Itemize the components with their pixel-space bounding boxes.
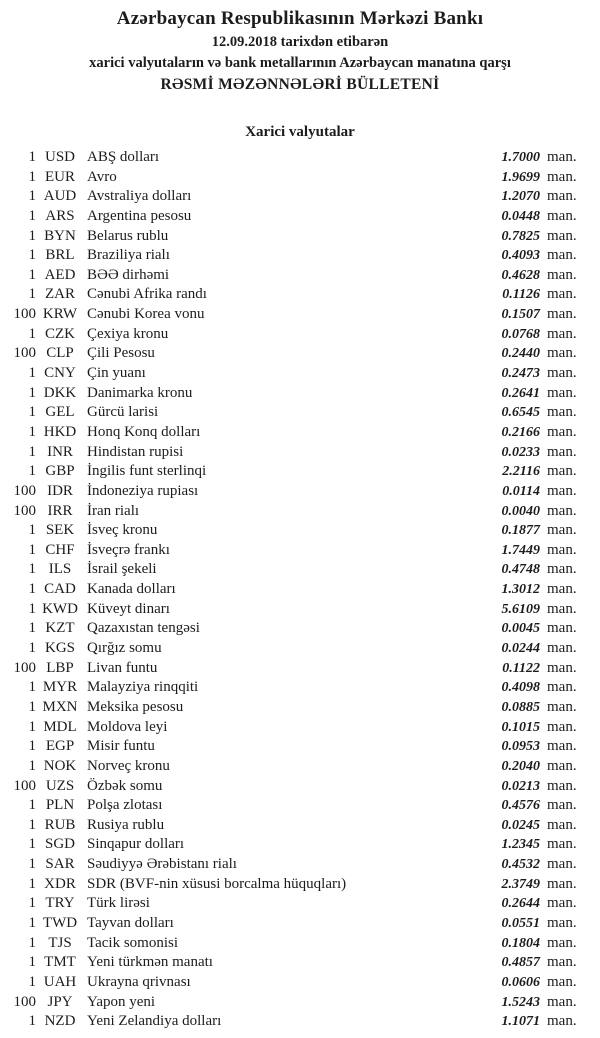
unit-cell: man. <box>547 247 577 264</box>
currency-code-cell: ILS <box>48 561 72 578</box>
currency-name-cell: Səudiyyə Ərəbistanı rialı <box>87 856 237 873</box>
currency-code-cell: RUB <box>44 816 76 833</box>
currency-code-cell: CLP <box>46 345 74 362</box>
quantity-cell: 1 <box>28 679 36 696</box>
unit-cell: man. <box>547 600 577 617</box>
quantity-cell: 1 <box>28 836 36 853</box>
rate-value-cell: 0.0244 <box>501 641 540 657</box>
currency-name-cell: İsveçrə frankı <box>87 541 170 558</box>
unit-cell: man. <box>547 306 577 323</box>
table-row <box>0 816 600 836</box>
currency-code-cell: LBP <box>46 659 74 676</box>
unit-cell: man. <box>547 286 577 303</box>
currency-name-cell: Çin yuanı <box>87 365 146 382</box>
rate-value-cell: 0.1507 <box>501 307 540 323</box>
quantity-cell: 1 <box>28 149 36 165</box>
currency-code-cell: XDR <box>44 875 76 892</box>
currency-code-cell: KRW <box>42 306 78 323</box>
table-row <box>0 423 600 443</box>
table-row <box>0 678 600 698</box>
currency-code-cell: BRL <box>45 247 75 264</box>
unit-cell: man. <box>547 522 577 539</box>
unit-cell: man. <box>547 207 577 224</box>
currency-code-cell: CAD <box>44 581 76 598</box>
quantity-cell: 1 <box>28 934 36 951</box>
currency-name-cell: Moldova leyi <box>87 718 168 735</box>
unit-cell: man. <box>547 266 577 283</box>
rate-value-cell: 0.1126 <box>502 287 540 303</box>
currency-name-cell: Çili Pesosu <box>87 345 155 362</box>
quantity-cell: 1 <box>28 522 36 539</box>
rate-value-cell: 5.6109 <box>501 601 540 617</box>
currency-name-cell: Polşa zlotası <box>87 797 163 814</box>
quantity-cell: 100 <box>13 345 36 362</box>
rate-value-cell: 0.4098 <box>501 680 540 696</box>
rate-value-cell: 0.4093 <box>501 248 540 264</box>
currency-code-cell: EUR <box>45 168 75 185</box>
unit-cell: man. <box>547 227 577 244</box>
unit-cell: man. <box>547 404 577 421</box>
currency-name-cell: İndoneziya rupiası <box>87 482 199 499</box>
rate-value-cell: 0.0885 <box>501 699 540 715</box>
unit-cell: man. <box>547 561 577 578</box>
rate-value-cell: 2.3749 <box>501 876 540 892</box>
quantity-cell: 1 <box>28 207 36 224</box>
table-row <box>0 600 600 620</box>
bulletin-header <box>0 0 600 96</box>
currency-name-cell: Qırğız somu <box>87 640 162 657</box>
unit-cell: man. <box>547 797 577 814</box>
rate-value-cell: 0.0551 <box>501 915 540 931</box>
currency-name-cell: Livan funtu <box>87 659 158 676</box>
table-row <box>0 187 600 207</box>
currency-code-cell: AUD <box>43 188 77 205</box>
currency-code-cell: SEK <box>45 522 75 539</box>
table-row <box>0 875 600 895</box>
table-row <box>0 403 600 423</box>
table-row <box>0 796 600 816</box>
currency-name-cell: Küveyt dinarı <box>87 600 170 617</box>
quantity-cell: 1 <box>28 188 36 205</box>
quantity-cell: 1 <box>28 816 36 833</box>
currency-code-cell: MDL <box>43 718 77 735</box>
table-row <box>0 227 600 247</box>
rate-value-cell: 0.2644 <box>501 896 540 912</box>
rate-value-cell: 0.2641 <box>501 385 540 401</box>
currency-name-cell: Yapon yeni <box>87 993 156 1010</box>
unit-cell: man. <box>547 541 577 558</box>
currency-name-cell: Avstraliya dolları <box>87 188 192 205</box>
table-row <box>0 659 600 679</box>
unit-cell: man. <box>547 345 577 362</box>
quantity-cell: 100 <box>13 777 36 794</box>
unit-cell: man. <box>547 640 577 657</box>
currency-name-cell: Kanada dolları <box>87 581 176 598</box>
currency-name-cell: Türk lirəsi <box>87 895 150 912</box>
rate-value-cell: 1.9699 <box>501 169 540 185</box>
currency-code-cell: DKK <box>43 384 77 401</box>
table-row <box>0 266 600 286</box>
currency-name-cell: Özbək somu <box>87 777 163 794</box>
currency-code-cell: CZK <box>45 325 75 342</box>
currency-name-cell: Yeni Zelandiya dolları <box>87 1013 222 1030</box>
rate-value-cell: 0.0606 <box>501 974 540 990</box>
quantity-cell: 1 <box>28 404 36 421</box>
quantity-cell: 1 <box>28 973 36 990</box>
unit-cell: man. <box>547 993 577 1010</box>
table-row <box>0 541 600 561</box>
rate-value-cell: 0.4857 <box>501 955 540 971</box>
rate-value-cell: 0.0213 <box>501 778 540 794</box>
table-row <box>0 462 600 482</box>
quantity-cell: 1 <box>28 443 36 460</box>
quantity-cell: 1 <box>28 914 36 931</box>
currency-code-cell: MXN <box>42 698 78 715</box>
currency-code-cell: NOK <box>43 757 77 774</box>
quantity-cell: 1 <box>28 738 36 755</box>
currency-code-cell: IRR <box>47 502 73 519</box>
rate-value-cell: 0.1804 <box>501 935 540 951</box>
unit-cell: man. <box>547 738 577 755</box>
currency-name-cell: Cənubi Korea vonu <box>87 306 205 323</box>
table-row <box>0 619 600 639</box>
currency-name-cell: Misir funtu <box>87 738 155 755</box>
unit-cell: man. <box>547 502 577 519</box>
currency-code-cell: ZAR <box>45 286 75 303</box>
page-title: Azərbaycan Respublikasının Mərkəzi Bankı <box>116 8 484 29</box>
quantity-cell: 1 <box>28 718 36 735</box>
table-row <box>0 482 600 502</box>
quantity-cell: 100 <box>13 993 36 1010</box>
currency-code-cell: CHF <box>45 541 75 558</box>
currency-name-cell: Tayvan dolları <box>87 914 174 931</box>
rate-value-cell: 0.1122 <box>502 660 540 676</box>
currency-code-cell: GBP <box>45 463 75 480</box>
rate-value-cell: 1.2070 <box>501 189 540 205</box>
effective-date-line: 12.09.2018 tarixdən etibarən <box>211 34 389 50</box>
currency-name-cell: Çexiya kronu <box>87 325 169 342</box>
currency-code-cell: IDR <box>47 482 73 499</box>
table-row <box>0 993 600 1013</box>
unit-cell: man. <box>547 934 577 951</box>
unit-cell: man. <box>547 463 577 480</box>
currency-code-cell: EGP <box>45 738 75 755</box>
currency-name-cell: İsrail şekeli <box>87 561 157 578</box>
currency-name-cell: İran rialı <box>87 502 140 519</box>
currency-name-cell: Malayziya rinqqiti <box>87 679 199 696</box>
currency-code-cell: JPY <box>47 993 73 1010</box>
rate-value-cell: 0.2040 <box>501 758 540 774</box>
table-row <box>0 835 600 855</box>
section-title-foreign-currencies: Xarici valyutalar <box>245 124 355 140</box>
currency-name-cell: Qazaxıstan tengəsi <box>87 620 200 637</box>
currency-code-cell: USD <box>44 149 75 165</box>
currency-code-cell: UAH <box>43 973 77 990</box>
currency-name-cell: İsveç kronu <box>87 522 158 539</box>
quantity-cell: 1 <box>28 168 36 185</box>
currency-name-cell: Norveç kronu <box>87 757 170 774</box>
rate-value-cell: 1.2345 <box>501 837 540 853</box>
quantity-cell: 1 <box>28 384 36 401</box>
currency-code-cell: AED <box>44 266 76 283</box>
currency-name-cell: ABŞ dolları <box>87 149 160 165</box>
rate-value-cell: 0.6545 <box>501 405 540 421</box>
currency-name-cell: Hindistan rupisi <box>87 443 184 460</box>
table-row <box>0 325 600 345</box>
rate-value-cell: 0.2440 <box>501 346 540 362</box>
unit-cell: man. <box>547 836 577 853</box>
table-row <box>0 973 600 993</box>
bulletin-title: RƏSMİ MƏZƏNNƏLƏRİ BÜLLETENİ <box>160 76 440 93</box>
rate-value-cell: 0.4532 <box>501 857 540 873</box>
quantity-cell: 1 <box>28 1013 36 1030</box>
table-row <box>0 698 600 718</box>
table-row <box>0 502 600 522</box>
currency-code-cell: PLN <box>45 797 75 814</box>
rate-value-cell: 0.4628 <box>501 267 540 283</box>
quantity-cell: 1 <box>28 875 36 892</box>
unit-cell: man. <box>547 168 577 185</box>
rate-value-cell: 0.4576 <box>501 798 540 814</box>
rate-value-cell: 1.3012 <box>501 582 540 598</box>
table-row <box>0 894 600 914</box>
currency-code-cell: TWD <box>42 914 78 931</box>
unit-cell: man. <box>547 914 577 931</box>
quantity-cell: 1 <box>28 620 36 637</box>
unit-cell: man. <box>547 325 577 342</box>
unit-cell: man. <box>547 149 577 165</box>
quantity-cell: 1 <box>28 227 36 244</box>
table-row <box>0 521 600 541</box>
currency-name-cell: Belarus rublu <box>87 227 169 244</box>
quantity-cell: 1 <box>28 247 36 264</box>
currency-code-cell: SAR <box>45 856 75 873</box>
currency-code-cell: ARS <box>45 207 75 224</box>
rate-value-cell: 0.0448 <box>501 208 540 224</box>
quantity-cell: 1 <box>28 423 36 440</box>
currency-name-cell: Danimarka kronu <box>87 384 193 401</box>
rate-value-cell: 0.0245 <box>501 817 540 833</box>
table-row <box>0 580 600 600</box>
quantity-cell: 1 <box>28 895 36 912</box>
unit-cell: man. <box>547 620 577 637</box>
unit-cell: man. <box>547 856 577 873</box>
unit-cell: man. <box>547 954 577 971</box>
rate-value-cell: 0.0953 <box>501 739 540 755</box>
quantity-cell: 100 <box>13 659 36 676</box>
unit-cell: man. <box>547 718 577 735</box>
quantity-cell: 1 <box>28 856 36 873</box>
rate-value-cell: 0.2473 <box>501 366 540 382</box>
currency-name-cell: Braziliya rialı <box>87 247 170 264</box>
currency-code-cell: UZS <box>45 777 75 794</box>
subject-line: xarici valyutaların və bank metallarının Azərbaycan manatına qarşı <box>89 55 511 71</box>
currency-code-cell: BYN <box>44 227 76 244</box>
quantity-cell: 1 <box>28 561 36 578</box>
currency-name-cell: SDR (BVF-nin xüsusi borcalma hüquqları) <box>87 875 347 892</box>
currency-code-cell: SGD <box>44 836 75 853</box>
rate-value-cell: 0.2166 <box>501 424 540 440</box>
quantity-cell: 1 <box>28 541 36 558</box>
unit-cell: man. <box>547 423 577 440</box>
table-row <box>0 718 600 738</box>
currency-name-cell: BƏƏ dirhəmi <box>87 266 170 283</box>
rate-value-cell: 0.0114 <box>502 483 540 499</box>
rate-value-cell: 1.7449 <box>501 542 540 558</box>
currency-name-cell: Honq Konq dolları <box>87 423 201 440</box>
table-row <box>0 757 600 777</box>
quantity-cell: 1 <box>28 797 36 814</box>
currency-code-cell: TMT <box>44 954 76 971</box>
currency-name-cell: Yeni türkmən manatı <box>87 954 213 971</box>
table-row <box>0 777 600 797</box>
quantity-cell: 1 <box>28 365 36 382</box>
unit-cell: man. <box>547 895 577 912</box>
quantity-cell: 1 <box>28 581 36 598</box>
quantity-cell: 1 <box>28 600 36 617</box>
table-row <box>0 855 600 875</box>
rate-value-cell: 2.2116 <box>502 464 540 480</box>
rate-value-cell: 1.1071 <box>501 1014 540 1030</box>
table-row <box>0 1012 600 1032</box>
currency-name-cell: Meksika pesosu <box>87 698 184 715</box>
rate-value-cell: 0.1015 <box>501 719 540 735</box>
quantity-cell: 1 <box>28 286 36 303</box>
quantity-cell: 100 <box>13 502 36 519</box>
unit-cell: man. <box>547 384 577 401</box>
rate-value-cell: 0.0040 <box>501 503 540 519</box>
currency-code-cell: KZT <box>45 620 75 637</box>
rate-value-cell: 0.4748 <box>501 562 540 578</box>
currency-name-cell: Avro <box>87 168 117 185</box>
unit-cell: man. <box>547 698 577 715</box>
quantity-cell: 1 <box>28 640 36 657</box>
rate-value-cell: 0.0045 <box>501 621 540 637</box>
unit-cell: man. <box>547 973 577 990</box>
table-row <box>0 443 600 463</box>
table-row <box>0 384 600 404</box>
table-row <box>0 246 600 266</box>
table-row <box>0 560 600 580</box>
currency-code-cell: NZD <box>44 1013 76 1030</box>
table-row <box>0 344 600 364</box>
table-row <box>0 148 600 168</box>
rate-value-cell: 0.7825 <box>501 228 540 244</box>
unit-cell: man. <box>547 777 577 794</box>
unit-cell: man. <box>547 443 577 460</box>
currency-name-cell: Gürcü larisi <box>87 404 159 421</box>
unit-cell: man. <box>547 875 577 892</box>
unit-cell: man. <box>547 581 577 598</box>
currency-name-cell: İngilis funt sterlinqi <box>87 463 207 480</box>
unit-cell: man. <box>547 482 577 499</box>
table-row <box>0 207 600 227</box>
rate-value-cell: 1.5243 <box>501 994 540 1010</box>
quantity-cell: 1 <box>28 757 36 774</box>
table-row <box>0 934 600 954</box>
quantity-cell: 1 <box>28 266 36 283</box>
quantity-cell: 100 <box>13 306 36 323</box>
table-row <box>0 737 600 757</box>
table-row <box>0 639 600 659</box>
quantity-cell: 100 <box>13 482 36 499</box>
currency-code-cell: CNY <box>44 365 76 382</box>
quantity-cell: 1 <box>28 698 36 715</box>
currency-code-cell: KWD <box>42 600 78 617</box>
unit-cell: man. <box>547 816 577 833</box>
currency-code-cell: HKD <box>43 423 77 440</box>
currency-code-cell: TRY <box>45 895 75 912</box>
unit-cell: man. <box>547 757 577 774</box>
table-row <box>0 305 600 325</box>
currency-code-cell: MYR <box>42 679 78 696</box>
currency-name-cell: Argentina pesosu <box>87 207 192 224</box>
table-row <box>0 364 600 384</box>
table-row <box>0 168 600 188</box>
unit-cell: man. <box>547 188 577 205</box>
rate-value-cell: 1.7000 <box>501 150 540 165</box>
currency-code-cell: INR <box>47 443 73 460</box>
table-row <box>0 285 600 305</box>
currency-name-cell: Sinqapur dolları <box>87 836 185 853</box>
currency-name-cell: Tacik somonisi <box>87 934 179 951</box>
currency-code-cell: TJS <box>48 934 72 951</box>
rate-value-cell: 0.0233 <box>501 444 540 460</box>
unit-cell: man. <box>547 365 577 382</box>
currency-code-cell: KGS <box>44 640 75 657</box>
currency-name-cell: Rusiya rublu <box>87 816 165 833</box>
unit-cell: man. <box>547 1013 577 1030</box>
quantity-cell: 1 <box>28 463 36 480</box>
rate-value-cell: 0.0768 <box>501 326 540 342</box>
unit-cell: man. <box>547 659 577 676</box>
rate-value-cell: 0.1877 <box>501 523 540 539</box>
table-row <box>0 914 600 934</box>
quantity-cell: 1 <box>28 954 36 971</box>
quantity-cell: 1 <box>28 325 36 342</box>
unit-cell: man. <box>547 679 577 696</box>
currency-name-cell: Ukrayna qrivnası <box>87 973 191 990</box>
currency-name-cell: Cənubi Afrika randı <box>87 286 207 303</box>
exchange-rates-table <box>0 148 600 1032</box>
table-row <box>0 953 600 973</box>
currency-code-cell: GEL <box>45 404 75 421</box>
